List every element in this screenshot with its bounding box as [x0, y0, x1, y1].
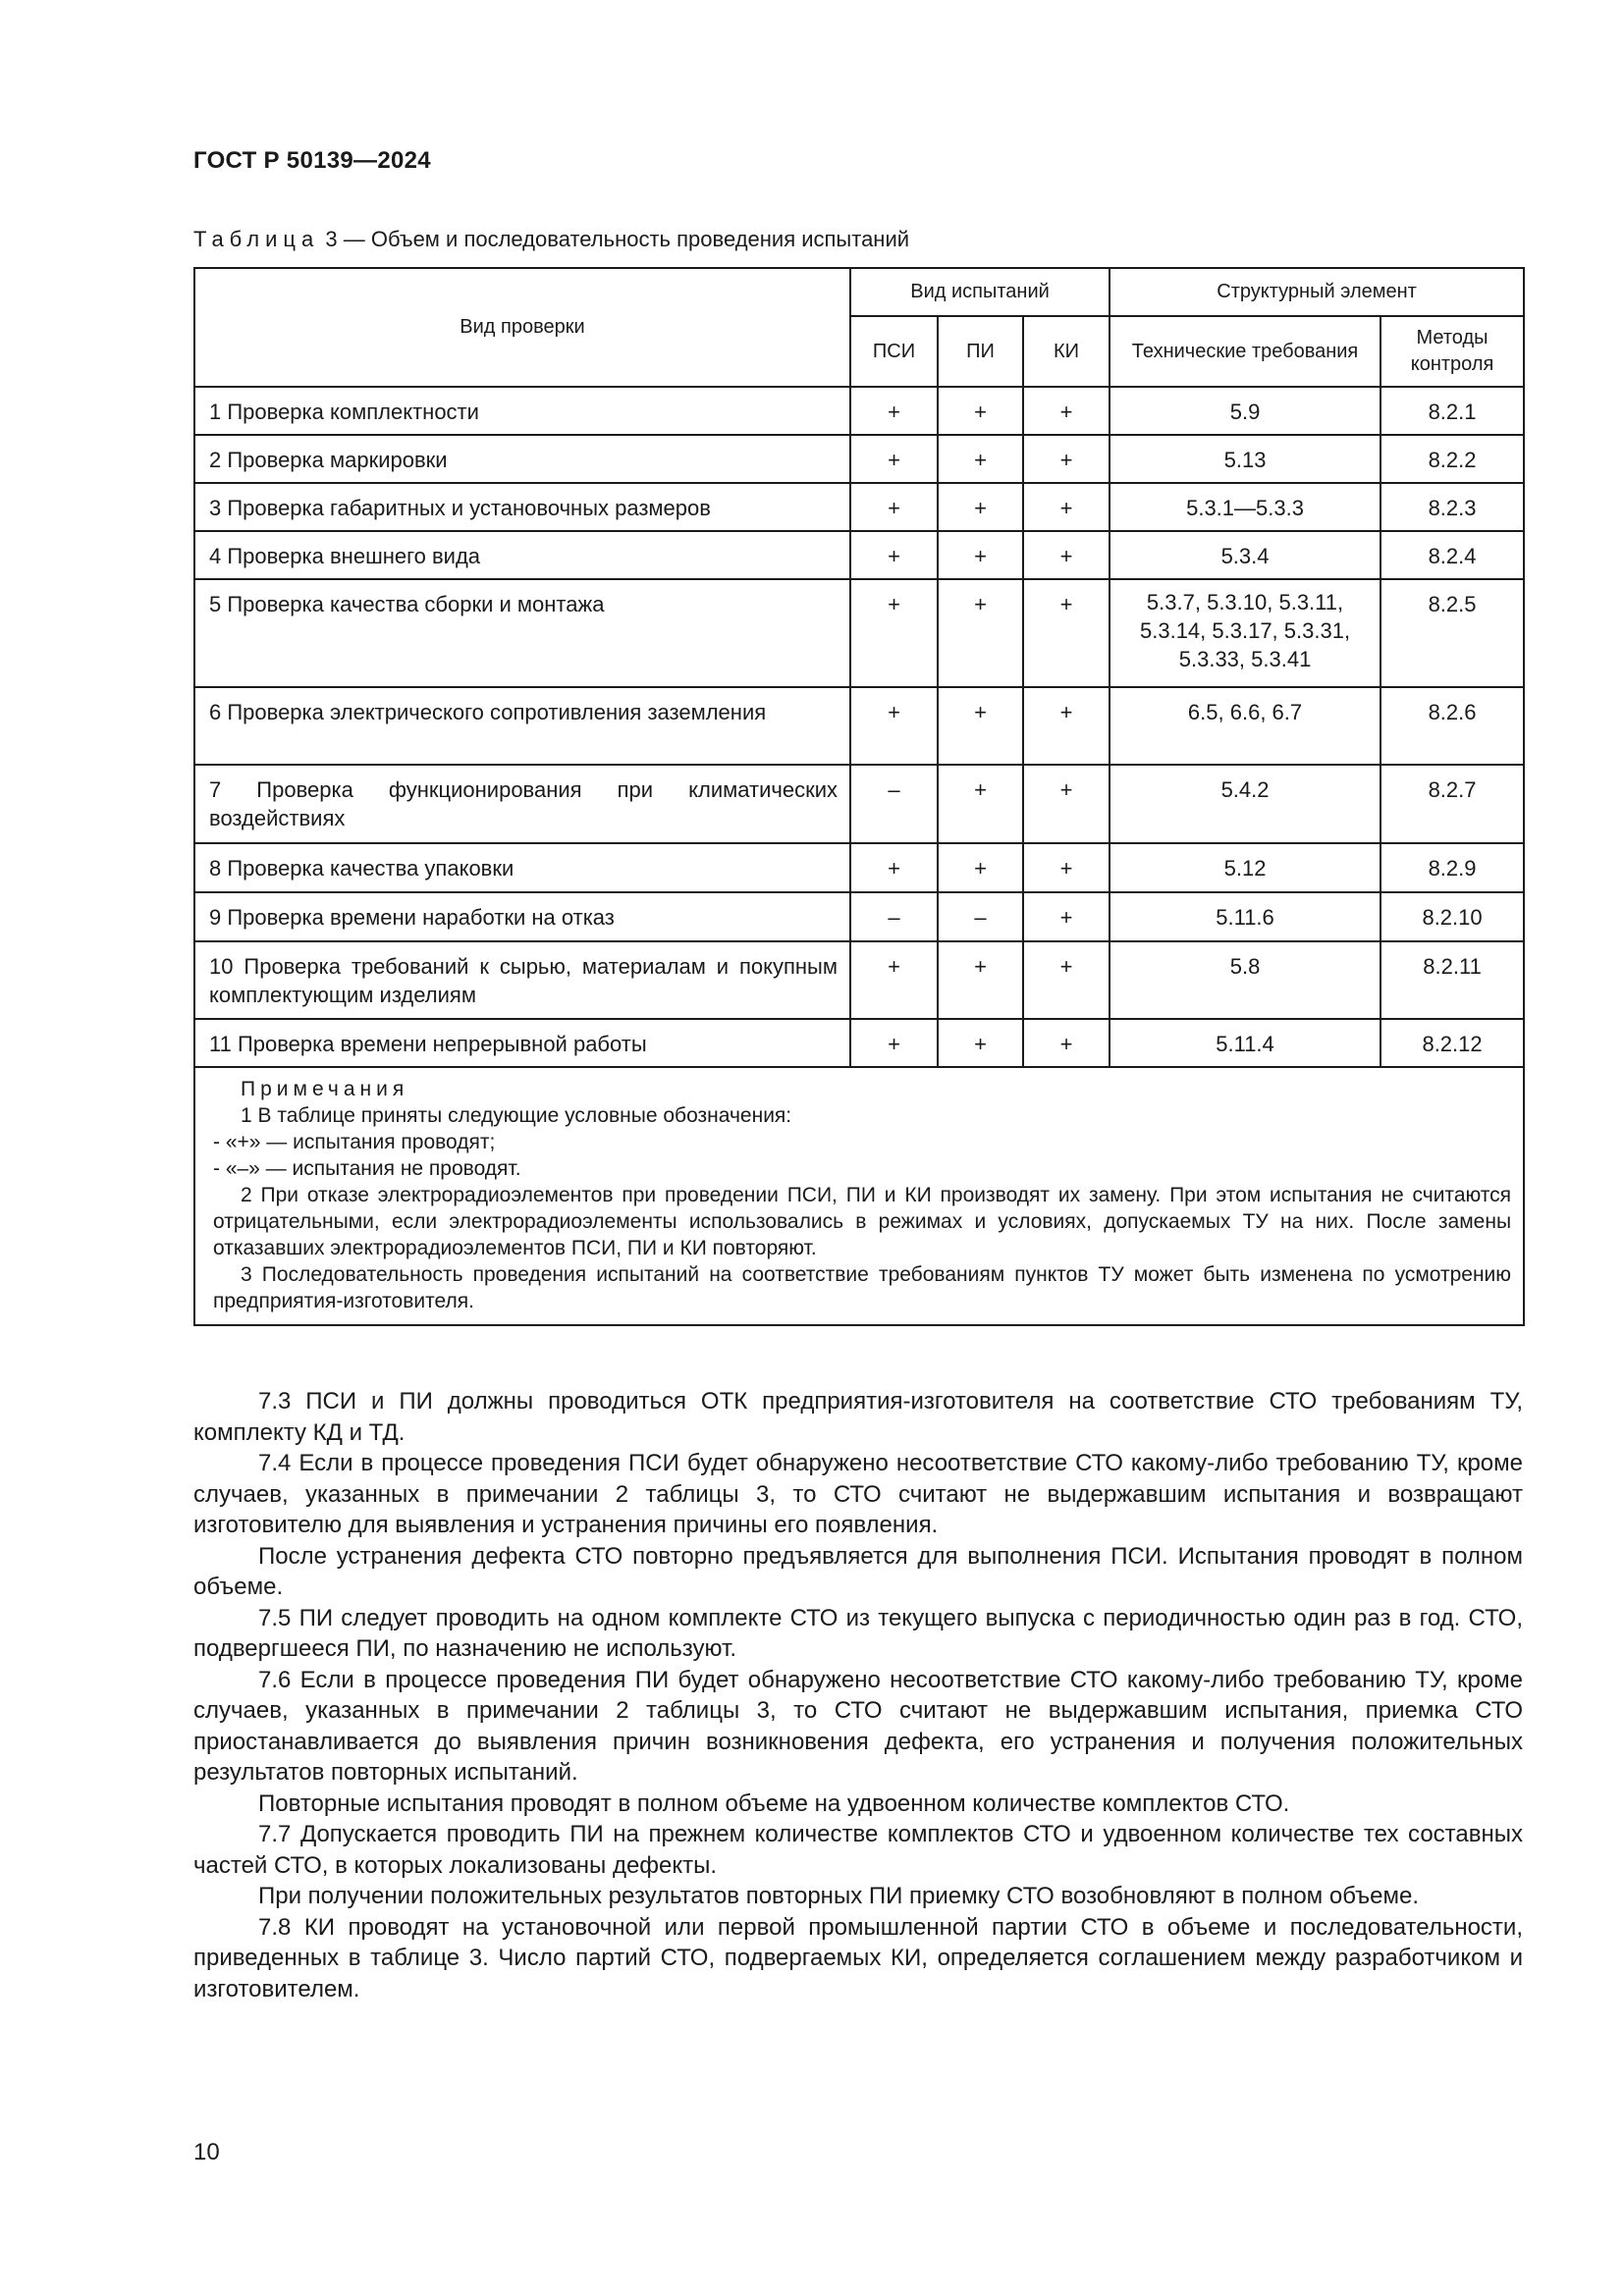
check-name: 4 Проверка внешнего вида	[194, 531, 850, 579]
note-line: - «+» — испытания проводят;	[213, 1131, 496, 1153]
header-structural-element: Структурный элемент	[1110, 268, 1524, 316]
table-row	[194, 941, 1524, 1019]
paragraph: 7.3 ПСИ и ПИ должны проводиться ОТК предприятия-изготовителя на соответствие СТО требованиям ТУ, комплекту КД и ТД.	[193, 1388, 1523, 1446]
tech-cell: 5.11.6	[1110, 892, 1380, 941]
paragraph: Повторные испытания проводят в полном объеме на удвоенном количестве комплектов СТО.	[258, 1789, 1290, 1817]
header-control-methods: Методы контроля	[1380, 316, 1524, 387]
body-text	[193, 1386, 1523, 2004]
method-cell: 8.2.2	[1380, 435, 1524, 483]
header-test-type: Вид испытаний	[850, 268, 1110, 316]
ki-cell: +	[1023, 1019, 1110, 1067]
ki-cell: +	[1023, 941, 1110, 1019]
notes-title: Примечания	[241, 1078, 409, 1100]
table-caption-text: 3 — Объем и последовательность проведения испытаний	[319, 227, 910, 251]
note-line: 3 Последовательность проведения испытаний на соответствие требованиям пунктов ТУ может быть изменена по усмотрению предприятия-изготовителя.	[213, 1263, 1512, 1312]
check-name: 7 Проверка функционирования при климатических воздействиях	[194, 765, 850, 843]
check-name: 5 Проверка качества сборки и монтажа	[194, 579, 850, 687]
pi-cell: +	[938, 941, 1023, 1019]
tests-table	[193, 267, 1525, 1326]
ki-cell: +	[1023, 765, 1110, 843]
tech-cell: 5.3.4	[1110, 531, 1380, 579]
paragraph: После устранения дефекта СТО повторно предъявляется для выполнения ПСИ. Испытания проводят в полном объеме.	[193, 1542, 1523, 1600]
method-cell: 8.2.11	[1380, 941, 1524, 1019]
method-cell: 8.2.9	[1380, 843, 1524, 892]
table-row	[194, 531, 1524, 579]
check-name: 1 Проверка комплектности	[194, 387, 850, 435]
note-line: - «–» — испытания не проводят.	[213, 1157, 521, 1180]
psi-cell: –	[850, 892, 938, 941]
table-row	[194, 765, 1524, 843]
method-cell: 8.2.12	[1380, 1019, 1524, 1067]
paragraph: 7.8 КИ проводят на установочной или первой промышленной партии СТО в объеме и последовательности, приведенных в таблице 3. Число партий СТО, подвергаемых КИ, определяется соглашением между разработчиком и изготовителем.	[193, 1913, 1523, 2002]
paragraph: При получении положительных результатов повторных ПИ приемку СТО возобновляют в полном объеме.	[258, 1883, 1419, 1909]
header-ki: КИ	[1023, 316, 1110, 387]
tech-cell: 5.8	[1110, 941, 1380, 1019]
note-line: 1 В таблице приняты следующие условные обозначения:	[241, 1104, 792, 1127]
psi-cell: +	[850, 579, 938, 687]
check-name: 6 Проверка электрического сопротивления заземления	[194, 687, 850, 765]
method-cell: 8.2.7	[1380, 765, 1524, 843]
pi-cell: +	[938, 483, 1023, 531]
pi-cell: +	[938, 579, 1023, 687]
pi-cell: +	[938, 1019, 1023, 1067]
ki-cell: +	[1023, 687, 1110, 765]
psi-cell: +	[850, 387, 938, 435]
check-name: 8 Проверка качества упаковки	[194, 843, 850, 892]
paragraph: 7.6 Если в процессе проведения ПИ будет обнаружено несоответствие СТО какому-либо требованию ТУ, кроме случаев, указанных в примечании 2 таблицы 3, то СТО считают не выдержавшим испытания, приемка СТО приостанавливается до выявления причин возникновения дефекта, его устранения и получения положительных результатов повторных испытаний.	[193, 1666, 1523, 1786]
tech-cell: 5.11.4	[1110, 1019, 1380, 1067]
method-cell: 8.2.10	[1380, 892, 1524, 941]
ki-cell: +	[1023, 387, 1110, 435]
header-tech-requirements: Технические требования	[1110, 316, 1380, 387]
document-header: ГОСТ Р 50139—2024	[193, 147, 431, 174]
table-notes	[194, 1067, 1524, 1325]
check-name: 11 Проверка времени непрерывной работы	[194, 1019, 850, 1067]
psi-cell: +	[850, 687, 938, 765]
tech-cell: 5.3.1—5.3.3	[1110, 483, 1380, 531]
table-caption-prefix: Таблица	[193, 227, 320, 251]
check-name: 9 Проверка времени наработки на отказ	[194, 892, 850, 941]
ki-cell: +	[1023, 435, 1110, 483]
method-cell: 8.2.4	[1380, 531, 1524, 579]
psi-cell: –	[850, 765, 938, 843]
ki-cell: +	[1023, 892, 1110, 941]
pi-cell: –	[938, 892, 1023, 941]
pi-cell: +	[938, 387, 1023, 435]
psi-cell: +	[850, 1019, 938, 1067]
header-pi: ПИ	[938, 316, 1023, 387]
tech-cell: 5.9	[1110, 387, 1380, 435]
method-cell: 8.2.3	[1380, 483, 1524, 531]
psi-cell: +	[850, 941, 938, 1019]
psi-cell: +	[850, 435, 938, 483]
tech-cell: 5.3.7, 5.3.10, 5.3.11, 5.3.14, 5.3.17, 5.3.31, 5.3.33, 5.3.41	[1110, 579, 1380, 687]
pi-cell: +	[938, 435, 1023, 483]
paragraph: 7.4 Если в процессе проведения ПСИ будет обнаружено несоответствие СТО какому-либо требованию ТУ, кроме случаев, указанных в примечании 2 таблицы 3, то СТО считают не выдержавшим испытания и возвращают изготовителю для выявления и устранения причины его появления.	[193, 1450, 1523, 1538]
tech-cell: 5.12	[1110, 843, 1380, 892]
paragraph: 7.7 Допускается проводить ПИ на прежнем количестве комплектов СТО и удвоенном количестве тех составных частей СТО, в которых локализованы дефекты.	[193, 1821, 1523, 1879]
psi-cell: +	[850, 483, 938, 531]
check-name: 2 Проверка маркировки	[194, 435, 850, 483]
table-row	[194, 687, 1524, 765]
psi-cell: +	[850, 531, 938, 579]
paragraph: 7.5 ПИ следует проводить на одном комплекте СТО из текущего выпуска с периодичностью один раз в год. СТО, подвергшееся ПИ, по назначению не используют.	[193, 1604, 1523, 1662]
table-row	[194, 843, 1524, 892]
psi-cell: +	[850, 843, 938, 892]
tech-cell: 6.5, 6.6, 6.7	[1110, 687, 1380, 765]
note-line: 2 При отказе электрорадиоэлементов при проведении ПСИ, ПИ и КИ производят их замену. При этом испытания не считаются отрицательными, если электрорадиоэлементы использовались в режимах и условиях, допускаемых ТУ на них. После замены отказавших электрорадиоэлементов ПСИ, ПИ и КИ повторяют.	[213, 1184, 1512, 1259]
pi-cell: +	[938, 531, 1023, 579]
header-check-type: Вид проверки	[194, 268, 850, 387]
ki-cell: +	[1023, 531, 1110, 579]
ki-cell: +	[1023, 579, 1110, 687]
table-row	[194, 387, 1524, 435]
ki-cell: +	[1023, 843, 1110, 892]
table-row	[194, 1019, 1524, 1067]
page-number: 10	[193, 2139, 220, 2165]
method-cell: 8.2.5	[1380, 579, 1524, 687]
method-cell: 8.2.6	[1380, 687, 1524, 765]
table-row	[194, 483, 1524, 531]
ki-cell: +	[1023, 483, 1110, 531]
table-caption	[193, 227, 909, 252]
tech-cell: 5.4.2	[1110, 765, 1380, 843]
header-psi: ПСИ	[850, 316, 938, 387]
pi-cell: +	[938, 687, 1023, 765]
method-cell: 8.2.1	[1380, 387, 1524, 435]
notes-row	[194, 1067, 1524, 1325]
pi-cell: +	[938, 765, 1023, 843]
check-name: 3 Проверка габаритных и установочных размеров	[194, 483, 850, 531]
pi-cell: +	[938, 843, 1023, 892]
table-row	[194, 892, 1524, 941]
tech-cell: 5.13	[1110, 435, 1380, 483]
table-row	[194, 579, 1524, 687]
table-row	[194, 435, 1524, 483]
check-name: 10 Проверка требований к сырью, материалам и покупным комплектующим изделиям	[194, 941, 850, 1019]
